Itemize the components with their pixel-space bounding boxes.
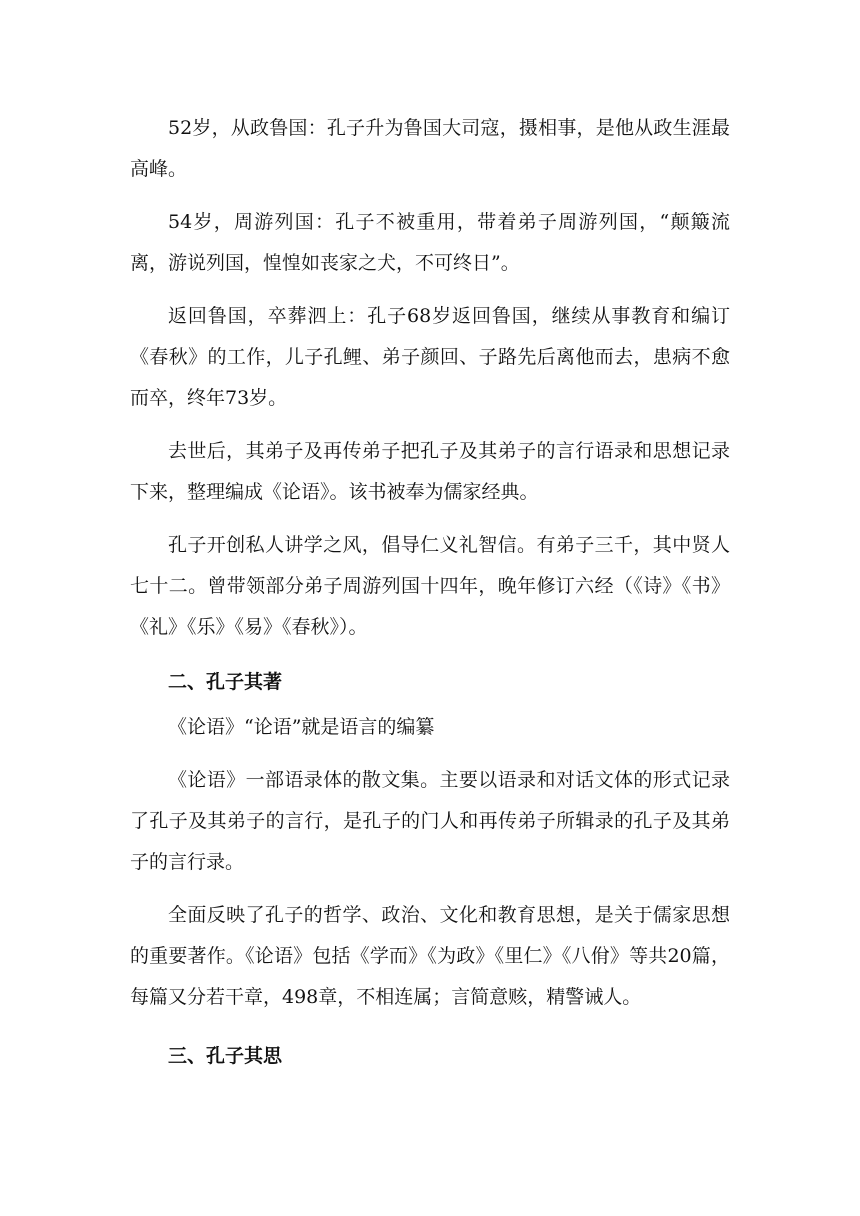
paragraph-political-career: 52岁，从政鲁国：孔子升为鲁国大司寇，摄相事，是他从政生涯最高峰。: [130, 117, 730, 180]
paragraph-lunyu-significance: 全面反映了孔子的哲学、政治、文化和教育思想，是关于儒家思想的重要著作。《论语》包括《学而》《为政》《里仁》《八佾》等共20篇，每篇又分若干章，498章，不相连属；言简意赅，精警诫人。: [130, 904, 730, 1008]
paragraph-lunyu-definition: 《论语》“论语”就是语言的编纂: [168, 716, 435, 738]
paragraph-lunyu-description: 《论语》一部语录体的散文集。主要以语录和对话文体的形式记录了孔子及其弟子的言行，是孔子的门人和再传弟子所辑录的孔子及其弟子的言行录。: [130, 769, 730, 873]
paragraph-return-lu: 返回鲁国，卒葬泗上：孔子68岁返回鲁国，继续从事教育和编订《春秋》的工作，儿子孔鲤、弟子颜回、子路先后离他而去，患病不愈而卒，终年73岁。: [130, 305, 730, 409]
paragraph-private-teaching: 孔子开创私人讲学之风，倡导仁义礼智信。有弟子三千，其中贤人七十二。曾带领部分弟子周游列国十四年，晚年修订六经（《诗》《书》《礼》《乐》《易》《春秋》）。: [130, 534, 730, 638]
document-body: [130, 108, 730, 1077]
paragraph-travels: 54岁，周游列国：孔子不被重用，带着弟子周游列国，“颠簸流离，游说列国，惶惶如丧家之犬，不可终日”。: [130, 211, 730, 274]
section-heading-thought: 三、孔子其思: [168, 1045, 283, 1067]
paragraph-after-death: 去世后，其弟子及再传弟子把孔子及其弟子的言行语录和思想记录下来，整理编成《论语》。该书被奉为儒家经典。: [130, 440, 730, 503]
section-heading-works: 二、孔子其著: [168, 671, 283, 693]
